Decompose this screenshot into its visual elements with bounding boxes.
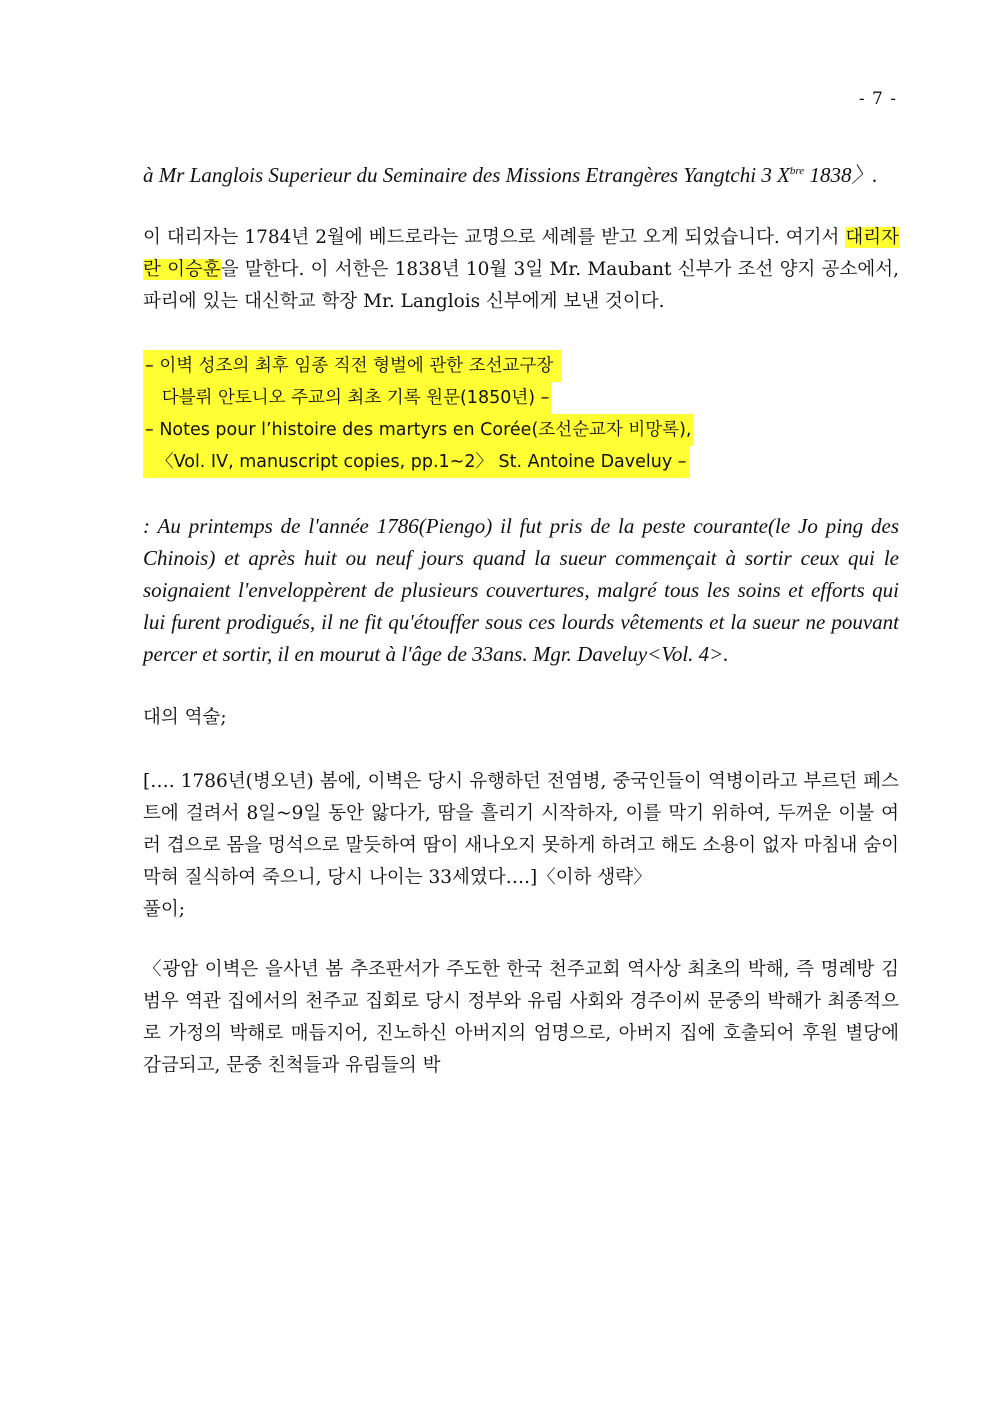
intro-paragraph: 이 대리자는 1784년 2월에 베드로라는 교명으로 세례를 받고 오게 되었습니다. 여기서 대리자란 이승훈을 말한다. 이 서한은 1838년 10월 3일 Mr. Maubant 신부가 조선 양지 공소에서, 파리에 있는 대신학교 학장 Mr. Langlois 신부에게 보낸 것이다. [143,227,899,312]
letter-reference: à Mr Langlois Superieur du Seminaire des Missions Etrangères Yangtchi 3 $X^{bre}$ 1838〉. [143,163,878,187]
heading-line: 다블뤼 안토니오 주교의 최초 기록 원문(1850년) – [143,382,551,414]
heading-line: 〈Vol. IV, manuscript copies, pp.1~2〉 St. Antoine Daveluy – [143,446,689,478]
highlighted-phrase: 대리자란 이승훈 [143,227,899,280]
explanation-paragraph: 〈광암 이벽은 을사년 봄 추조판서가 주도한 한국 천주교회 역사상 최초의 박해, 즉 명례방 김범우 역관 집에서의 천주교 집회로 당시 정부와 유림 사회와 경주이씨 문중의 박해가 최종적으로 가정의 박해로 매듭지어, 진노하신 아버지의 엄명으로, 아버지 집에 호출되어 후원 별당에 감금되고, 문중 친척들과 유림들의 박 [143,959,899,1076]
heading-line: – 이벽 성조의 최후 임종 직전 형벌에 관한 조선교구장 [143,350,561,382]
page-body [143,160,899,1082]
translation-label: 대의 역술; [143,707,227,728]
explanation-label: 풀이; [143,899,185,920]
french-quote: : Au printemps de l'année 1786(Piengo) il fut pris de la peste courante(le Jo ping des Chinois) et après huit ou neuf jours quand la sueur commençait à sortir ceux qui le soignaient l'enveloppèrent de plusieurs couvertures, malgré tous les soins et efforts qui lui furent prodigués, il ne fit qu'étouffer sous ces lourds vêtements et la sueur ne pouvant percer et sortir, il en mourut à l'âge de 33ans. Mgr. Daveluy<Vol. 4>. [143,514,899,666]
translation-paragraph: […. 1786년(병오년) 봄에, 이벽은 당시 유행하던 전염병, 중국인들이 역병이라고 부르던 페스트에 걸려서 8일~9일 동안 앓다가, 땀을 흘리기 시작하자, 이를 막기 위하여, 두꺼운 이불 여러 겹으로 몸을 멍석으로 말듯하여 땀이 새나오지 못하게 하려고 해도 소용이 없자 마침내 숨이 막혀 질식하여 죽으니, 당시 나이는 33세였다….]〈이하 생략〉 [143,771,899,888]
page-number: - 7 - [858,89,897,109]
highlighted-heading [143,350,899,478]
heading-line: – Notes pour l’histoire des martyrs en Corée(조선순교자 비망록), [143,414,693,446]
